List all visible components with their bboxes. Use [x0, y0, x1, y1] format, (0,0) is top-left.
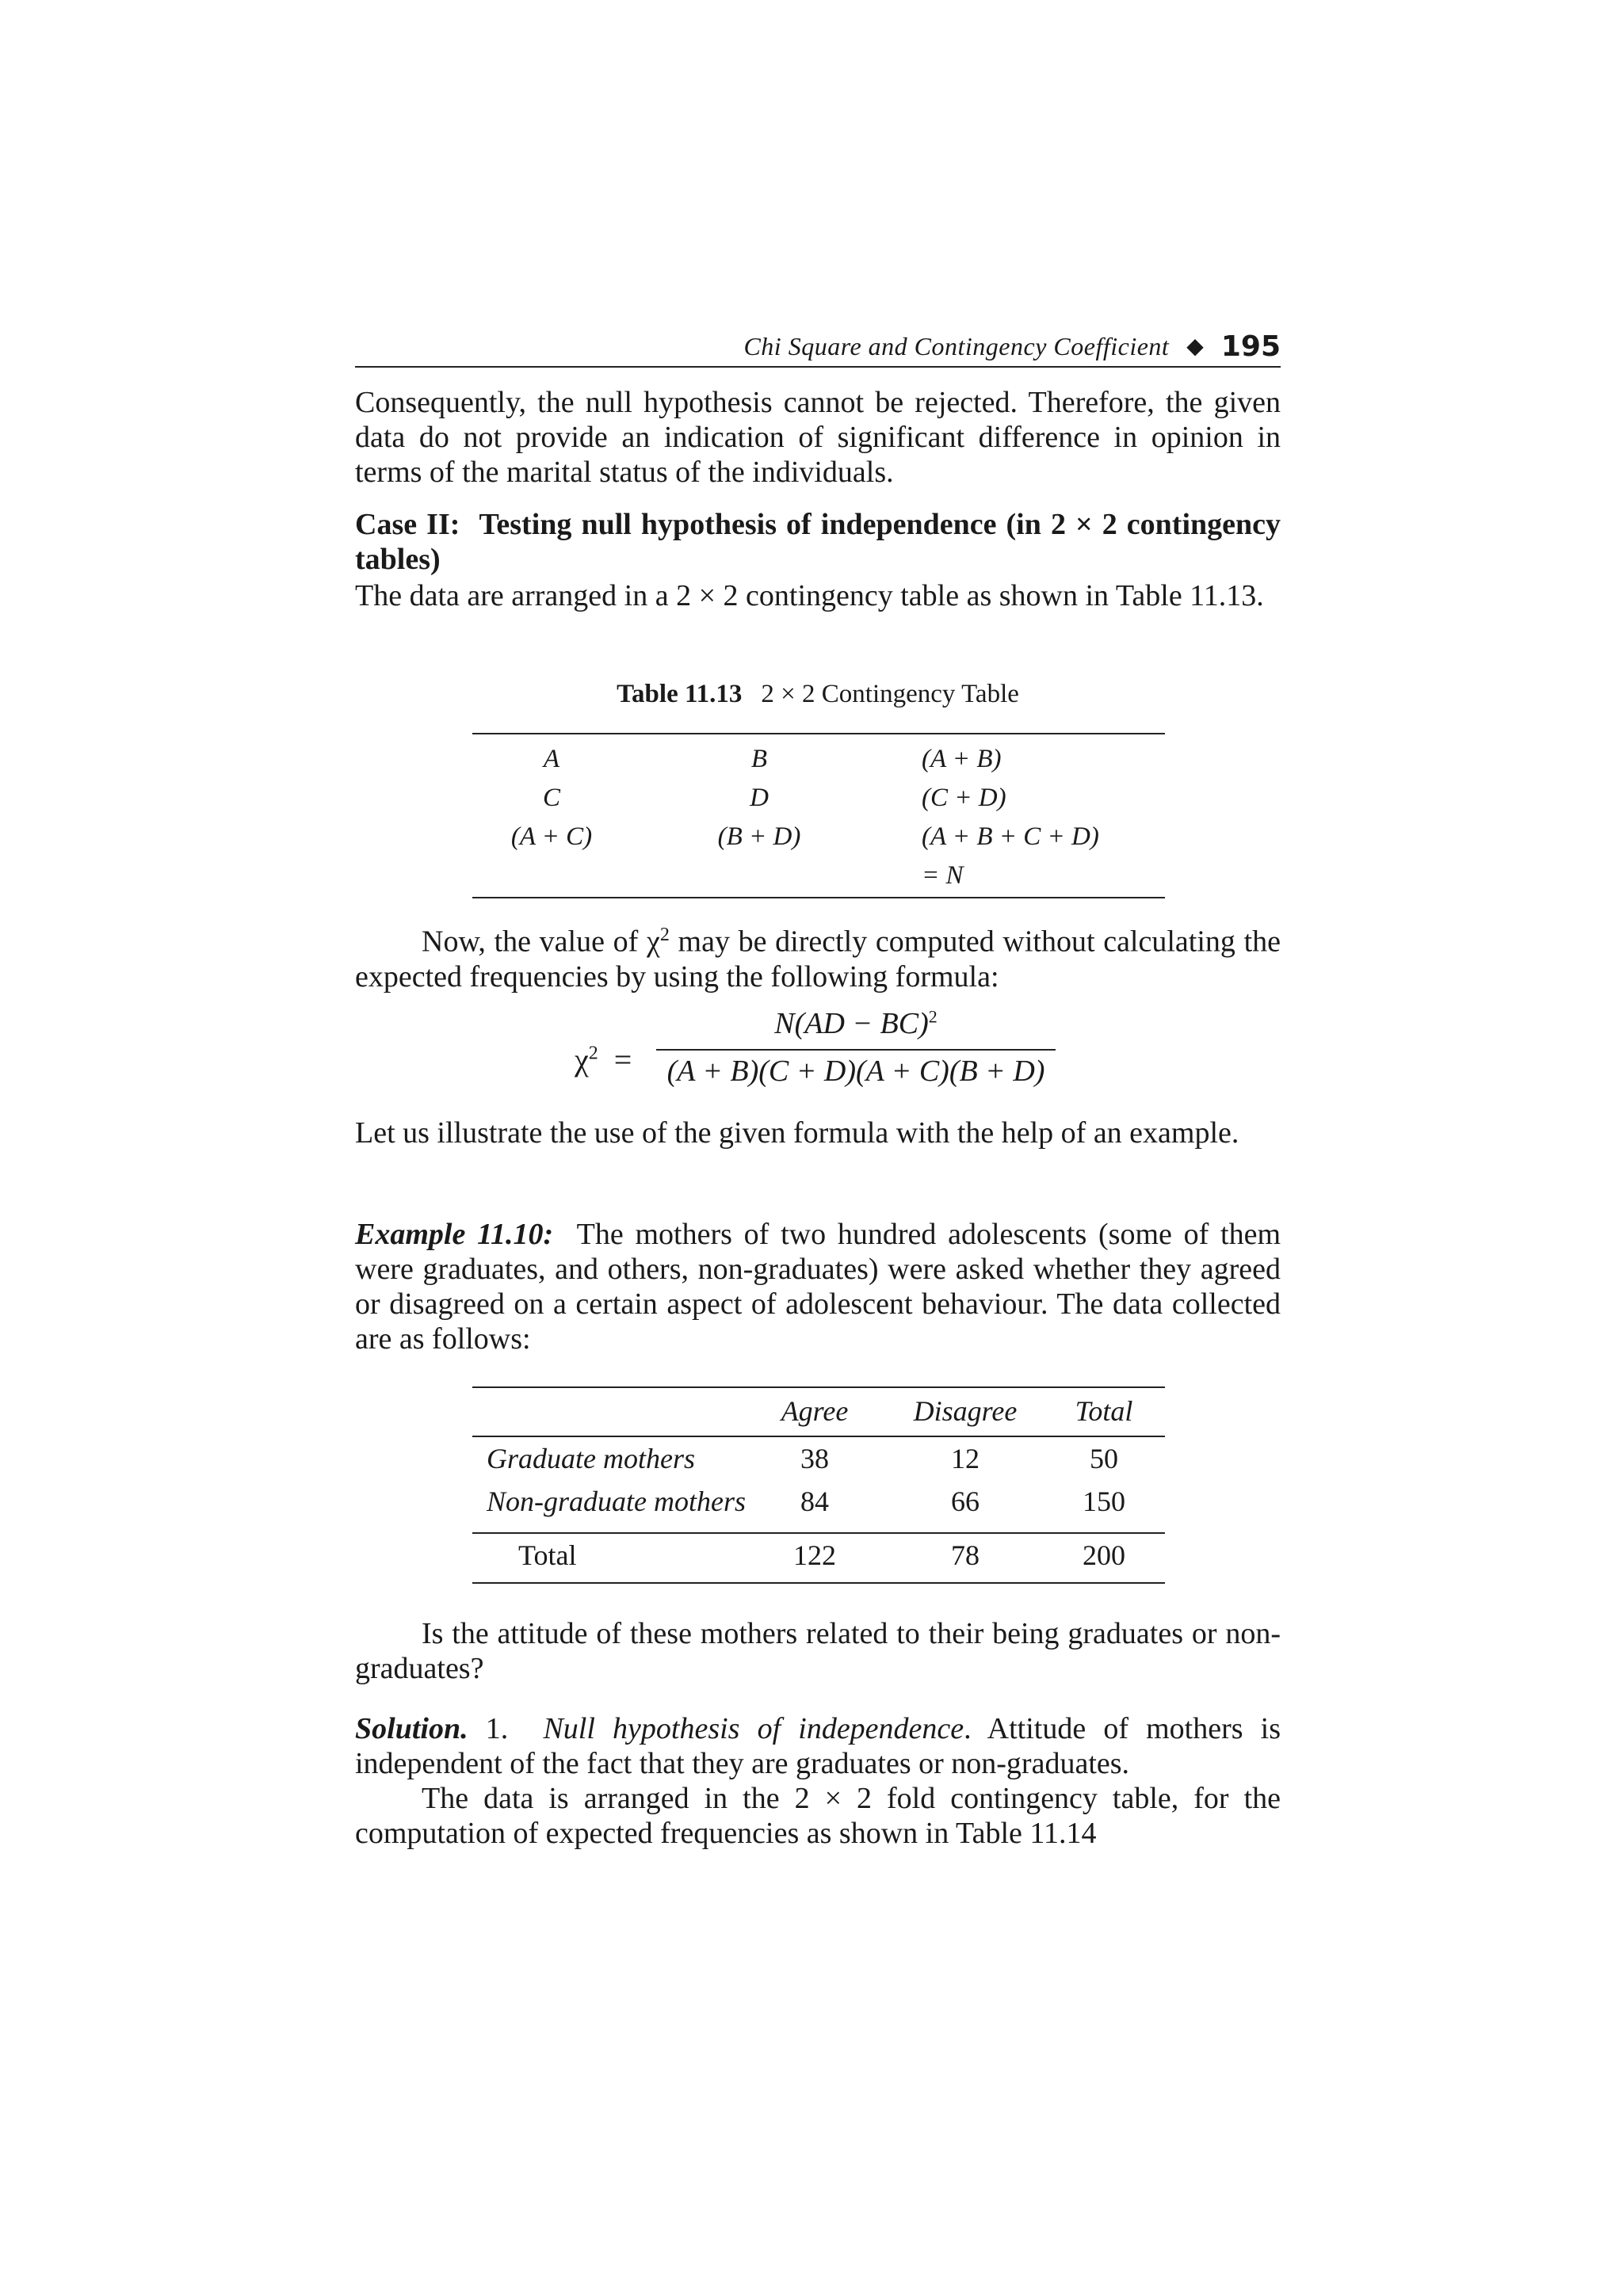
- table2-cell: 66: [951, 1486, 980, 1517]
- table2-cell: 12: [951, 1443, 980, 1474]
- running-title: Chi Square and Contingency Coefficient: [743, 332, 1170, 360]
- table2-total-rule: [472, 1532, 1165, 1534]
- paragraph-conclusion: Consequently, the null hypothesis cannot be rejected. Therefore, the given data do not provide an indication of significant difference in opinion in terms of the marital status of the individuals.: [355, 386, 1281, 489]
- table-cell: D: [750, 784, 769, 812]
- table-top-rule: [472, 733, 1165, 734]
- table2-header: Total: [1075, 1395, 1133, 1427]
- paragraph-last: The data is arranged in the 2 × 2 fold contingency table, for the computation of expected frequencies as shown in Table 11.14: [355, 1782, 1281, 1850]
- case-label: Case II:: [355, 508, 460, 541]
- example-paragraph: [355, 1217, 1281, 1356]
- table2-total-label: Total: [518, 1539, 577, 1571]
- superscript: 2: [659, 925, 670, 945]
- fraction-bar: [656, 1049, 1056, 1051]
- table-cell: (A + B + C + D): [922, 822, 1099, 851]
- solution-label: Solution.: [355, 1712, 468, 1745]
- superscript: 2: [588, 1043, 598, 1064]
- table-cell: A: [543, 745, 560, 773]
- table2-row-label: Graduate mothers: [487, 1443, 695, 1474]
- solution-italic: Null hypothesis of independence: [543, 1712, 964, 1745]
- case-ii-text: The data are arranged in a 2 × 2 contingency table as shown in Table 11.13.: [355, 579, 1264, 612]
- case-heading-text: Testing null hypothesis of independence (in 2 × 2 contingency tables): [355, 508, 1281, 576]
- table-cell: (A + B): [922, 745, 1002, 773]
- table2-row-label: Non-graduate mothers: [487, 1486, 746, 1517]
- text-run: Now, the value of: [422, 925, 647, 959]
- equals-sign: =: [613, 1042, 632, 1077]
- formula-denominator: (A + B)(C + D)(A + C)(B + D): [666, 1055, 1045, 1088]
- table-11-13-caption: [355, 680, 1281, 709]
- table2-cell: 38: [800, 1443, 829, 1474]
- table2-cell: 84: [800, 1486, 829, 1517]
- table2-bottom-rule: [472, 1582, 1165, 1584]
- question-paragraph: Is the attitude of these mothers related to their being graduates or non-graduates?: [355, 1617, 1281, 1685]
- table2-total-cell: 122: [793, 1539, 836, 1571]
- table-bottom-rule: [472, 897, 1165, 898]
- table-caption-text: 2 × 2 Contingency Table: [761, 680, 1019, 708]
- table-label: Table 11.13: [617, 680, 743, 708]
- example-text: The mothers of two hundred adolescents (some of them were graduates, and others, non-graduates) were asked whether they agreed or disagreed on a certain aspect of adolescent behaviour. The data collected are as follows:: [355, 1218, 1281, 1356]
- table-cell: (C + D): [922, 784, 1006, 812]
- superscript: 2: [928, 1006, 938, 1027]
- solution-text: . Attitude of mothers is independent of the fact that they are graduates or non-graduates.: [355, 1712, 1281, 1780]
- running-header: [355, 325, 1281, 368]
- table2-cell: 150: [1083, 1486, 1125, 1517]
- table2-total-cell: 200: [1083, 1539, 1125, 1571]
- solution-step: 1.: [485, 1712, 509, 1745]
- formula-numerator: [656, 1006, 1056, 1041]
- table2-total-cell: 78: [951, 1539, 980, 1571]
- paragraph-illustrate: Let us illustrate the use of the given formula with the help of an example.: [355, 1116, 1239, 1150]
- chi-symbol: χ: [575, 1042, 589, 1077]
- table-cell: (B + D): [717, 822, 801, 851]
- solution-paragraph: [355, 1711, 1281, 1781]
- chi-symbol: χ: [646, 925, 660, 959]
- numerator-text: N(AD − BC): [774, 1007, 929, 1040]
- table-cell: B: [750, 745, 768, 773]
- table2-header-rule: [472, 1436, 1165, 1437]
- diamond-icon: ◆: [1186, 334, 1204, 359]
- table2-cell: 50: [1090, 1443, 1118, 1474]
- table2-top-rule: [472, 1386, 1165, 1388]
- case-ii-heading: [355, 507, 1281, 577]
- text-run: may be directly computed without calculating the expected frequencies by using the following formula:: [355, 925, 1281, 994]
- chi-square-formula: [355, 1005, 1281, 1108]
- table-cell: C: [542, 784, 560, 812]
- table-cell: = N: [922, 861, 964, 890]
- table2-header: Disagree: [913, 1395, 1018, 1427]
- paragraph-formula-intro: [355, 917, 1281, 994]
- table2-header: Agree: [781, 1395, 849, 1427]
- example-label: Example 11.10:: [355, 1218, 554, 1251]
- table-cell: (A + C): [510, 822, 593, 851]
- formula-lhs: [575, 1041, 632, 1078]
- page-number: 195: [1220, 330, 1281, 363]
